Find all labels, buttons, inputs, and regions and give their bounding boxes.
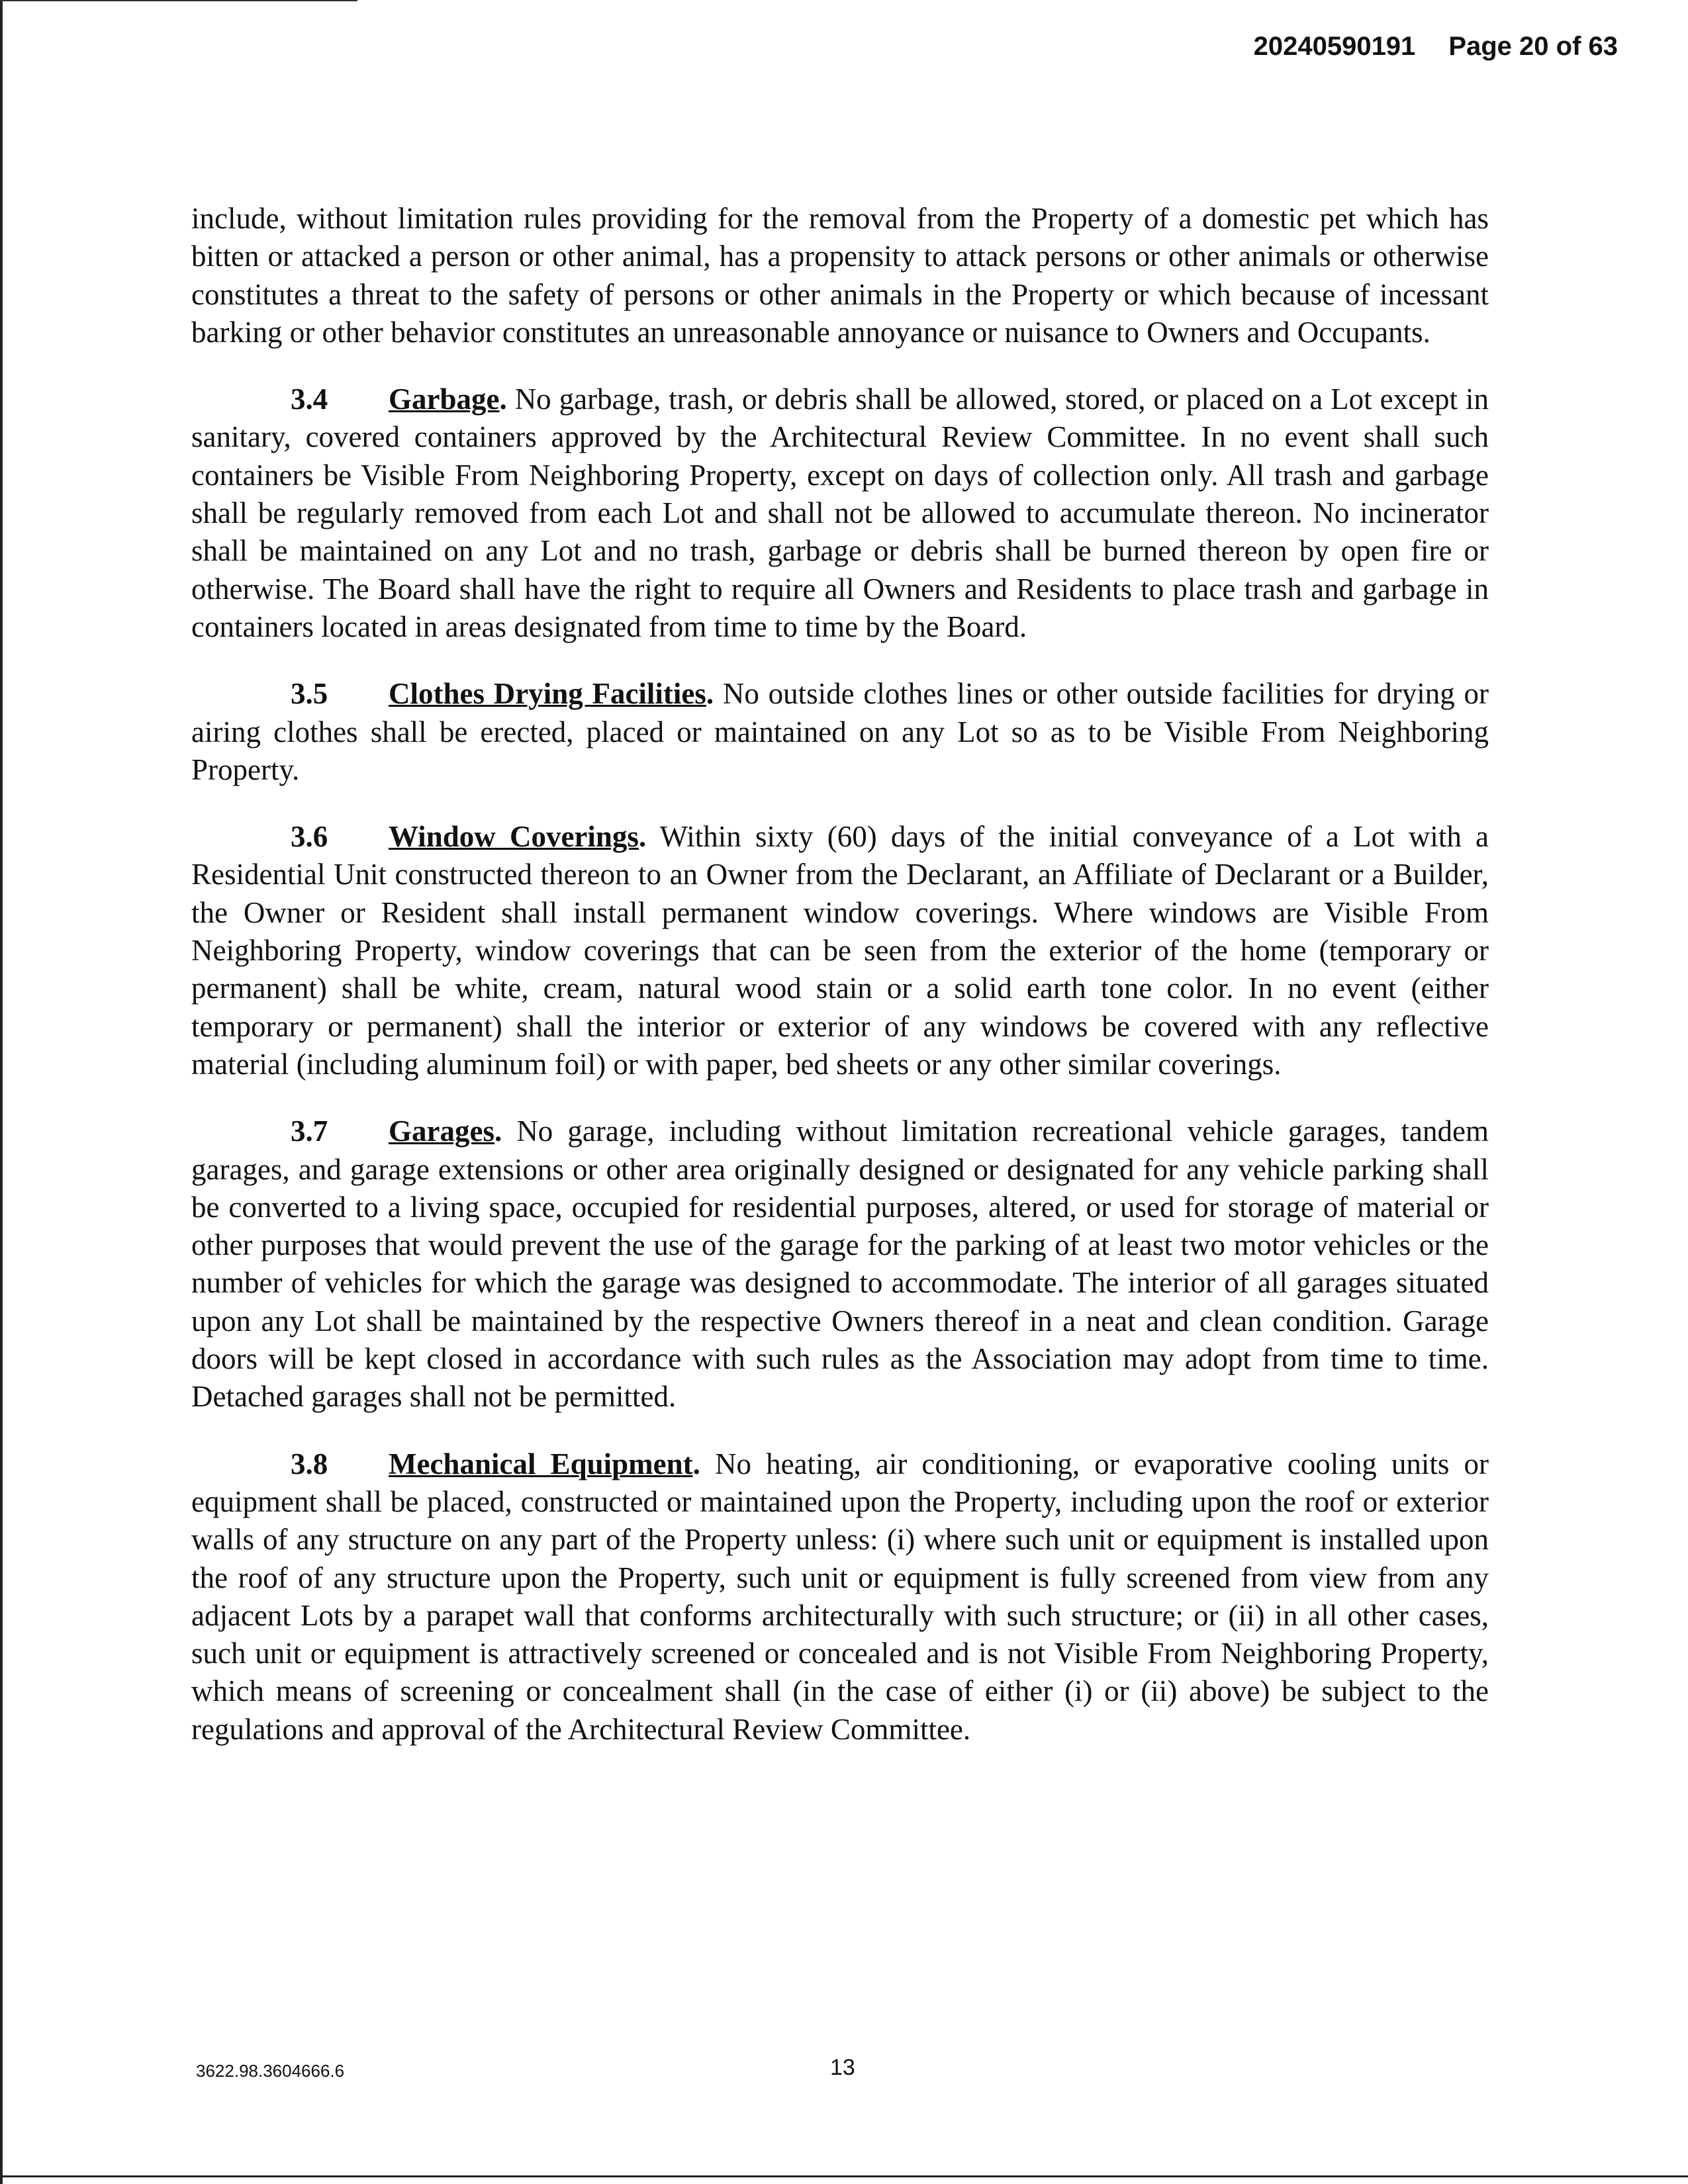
section-3-8: 3.8 Mechanical Equipment. No heating, air conditioning, or evaporative cooling units or equipment shall be placed, constructed or maintained upon the Property, including upon the roof or exterior walls of any structure on any part of the Property unless: (i) where such unit or equipment is installed upon the roof of any structure upon the Property, such unit or equipment is fully screened from view from any adjacent Lots by a parapet wall that conforms architecturally with such structure; or (ii) in all other cases, such unit or equipment is attractively screened or concealed and is not Visible From Neighboring Property, which means of screening or concealment shall (in the case of either (i) or (ii) above) be subject to the regulations and approval of the Architectural Review Committee. (191, 1445, 1489, 1749)
continuation-paragraph: include, without limitation rules providing for the removal from the Property of a domestic pet which has bitten or attacked a person or other animal, has a propensity to attack persons or other animals or otherwise constitutes a threat to the safety of persons or other animals in the Property or which because of incessant barking or other behavior constitutes an unreasonable annoyance or nuisance to Owners and Occupants. (191, 202, 1489, 349)
section-text: Within sixty (60) days of the initial conveyance of a Lot with a Residential Unit constructed thereon to an Owner from the Declarant, an Affiliate of Declarant or a Builder, the Owner or Resident shall install permanent window coverings. Where windows are Visible From Neighboring Property, window coverings that can be seen from the exterior of the home (temporary or permanent) shall be white, cream, natural wood stain or a solid earth tone color. In no event (either temporary or permanent) shall the interior or exterior of any windows be covered with any reflective material (including aluminum foil) or with paper, bed sheets or any other similar coverings. (191, 820, 1489, 1081)
section-title: Mechanical Equipment (389, 1447, 693, 1480)
section-text: No garbage, trash, or debris shall be allowed, stored, or placed on a Lot except in sanitary, covered containers approved by the Architectural Review Committee. In no event shall such containers be Visible From Neighboring Property, except on days of collection only. All trash and garbage shall be regularly removed from each Lot and shall not be allowed to accumulate thereon. No incinerator shall be maintained on any Lot and no trash, garbage or debris shall be burned thereon by open fire or otherwise. The Board shall have the right to require all Owners and Residents to place trash and garbage in containers located in areas designated from time to time by the Board. (191, 383, 1489, 643)
section-title: Garages (389, 1115, 494, 1148)
scan-edge-top (0, 0, 357, 1)
section-title: Garbage (389, 383, 500, 416)
recording-number: 20240590191 (1253, 32, 1416, 61)
section-text: No garage, including without limitation recreational vehicle garages, tandem garages, and garage extensions or other area originally designed or designated for any vehicle parking shall be converted to a living space, occupied for residential purposes, altered, or used for storage of material or other purposes that would prevent the use of the garage for the parking of at least two motor vehicles or the number of vehicles for which the garage was designed to accommodate. The interior of all garages situated upon any Lot shall be maintained by the respective Owners thereof in a neat and clean condition. Garage doors will be kept closed in accordance with such rules as the Association may adopt from time to time. Detached garages shall not be permitted. (191, 1115, 1489, 1414)
section-3-5: 3.5 Clothes Drying Facilities. No outside clothes lines or other outside facilities for drying or airing clothes shall be erected, placed or maintained on any Lot so as to be Visible From Neighboring Property. (191, 675, 1489, 789)
section-3-4: 3.4 Garbage. No garbage, trash, or debris shall be allowed, stored, or placed on a Lot except in sanitary, covered containers approved by the Architectural Review Committee. In no event shall such containers be Visible From Neighboring Property, except on days of collection only. All trash and garbage shall be regularly removed from each Lot and shall not be allowed to accumulate thereon. No incinerator shall be maintained on any Lot and no trash, garbage or debris shall be burned thereon by open fire or otherwise. The Board shall have the right to require all Owners and Residents to place trash and garbage in containers located in areas designated from time to time by the Board. (191, 381, 1489, 646)
section-number: 3.6 (291, 820, 328, 854)
footer-page-number: 13 (830, 2055, 855, 2080)
scan-edge-left (0, 0, 3, 2184)
section-3-7: 3.7 Garages. No garage, including without limitation recreational vehicle garages, tandem garages, and garage extensions or other area originally designed or designated for any vehicle parking shall be converted to a living space, occupied for residential purposes, altered, or used for storage of material or other purposes that would prevent the use of the garage for the parking of at least two motor vehicles or the number of vehicles for which the garage was designed to accommodate. The interior of all garages situated upon any Lot shall be maintained by the respective Owners thereof in a neat and clean condition. Garage doors will be kept closed in accordance with such rules as the Association may adopt from time to time. Detached garages shall not be permitted. (191, 1113, 1489, 1416)
section-3-6: 3.6 Window Coverings. Within sixty (60) days of the initial conveyance of a Lot with a Residential Unit constructed thereon to an Owner from the Declarant, an Affiliate of Declarant or a Builder, the Owner or Resident shall install permanent window coverings. Where windows are Visible From Neighboring Property, window coverings that can be seen from the exterior of the home (temporary or permanent) shall be white, cream, natural wood stain or a solid earth tone color. In no event (either temporary or permanent) shall the interior or exterior of any windows be covered with any reflective material (including aluminum foil) or with paper, bed sheets or any other similar coverings. (191, 818, 1489, 1083)
section-text: No outside clothes lines or other outside facilities for drying or airing clothes shall be erected, placed or maintained on any Lot so as to be Visible From Neighboring Property. (191, 677, 1489, 786)
recording-header (1254, 32, 1618, 62)
footer-document-number: 3622.98.3604666.6 (196, 2061, 345, 2081)
document-body (191, 200, 1489, 1778)
scan-edge-bottom (0, 2175, 1688, 2177)
section-title: Window Coverings (389, 820, 639, 854)
section-text: No heating, air conditioning, or evaporative cooling units or equipment shall be placed, constructed or maintained upon the Property, including upon the roof or exterior walls of any structure on any part of the Property unless: (i) where such unit or equipment is installed upon the roof of any structure upon the Property, such unit or equipment is fully screened from view from any adjacent Lots by a parapet wall that conforms architecturally with such structure; or (ii) in all other cases, such unit or equipment is attractively screened or concealed and is not Visible From Neighboring Property, which means of screening or concealment shall (in the case of either (i) or (ii) above) be subject to the regulations and approval of the Architectural Review Committee. (191, 1447, 1489, 1746)
page-label: Page 20 of 63 (1448, 32, 1618, 61)
section-title: Clothes Drying Facilities (389, 677, 706, 711)
section-number: 3.4 (291, 383, 328, 416)
section-number: 3.7 (291, 1115, 328, 1148)
section-number: 3.8 (291, 1447, 328, 1480)
section-number: 3.5 (291, 677, 328, 711)
